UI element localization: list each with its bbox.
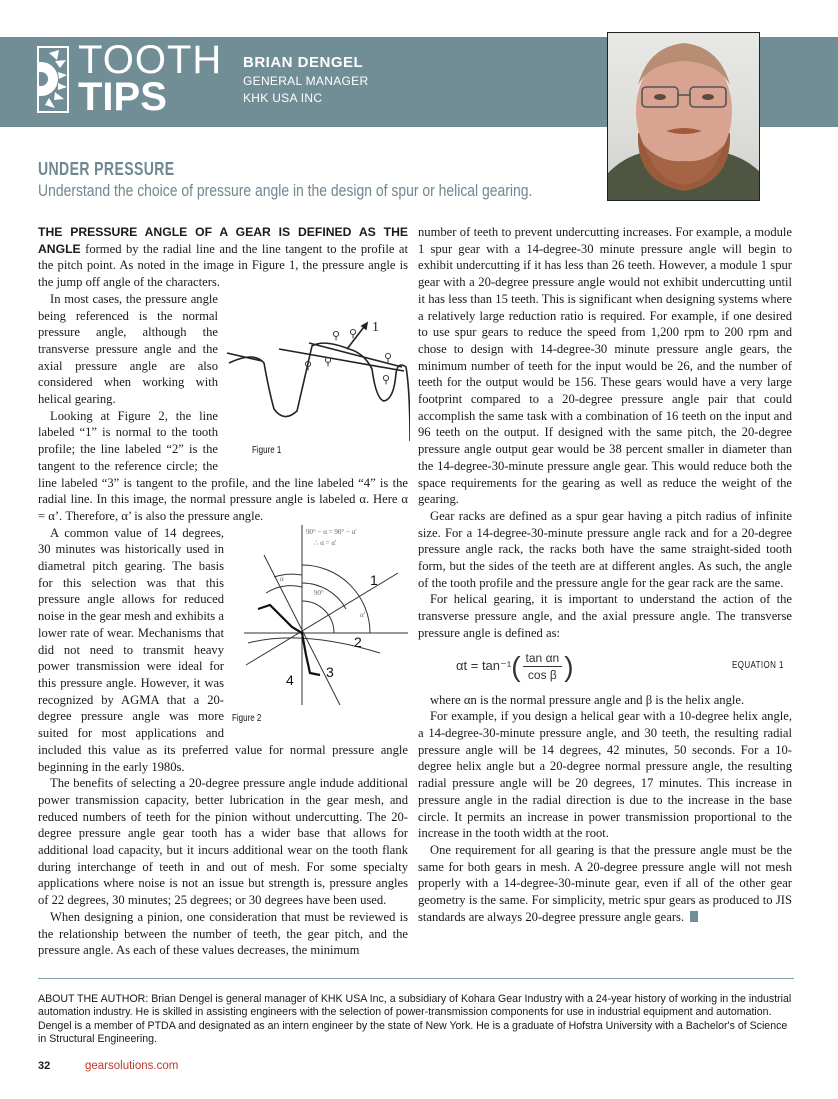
svg-text:⚲: ⚲ (332, 329, 341, 342)
paragraph: Gear racks are defined as a spur gear having a pitch radius of infinite size. For a 14-degree-30-minute pressure angle rack and for a 20-degree pressure angle rack, the racks both have the same straight-sided tooth form, but the sides of the teeth are at different angles. As such, the angle of the tooth profile and the pressure angle for the gear rack are the same. (418, 508, 792, 590)
svg-text:⚲: ⚲ (304, 359, 313, 372)
footer-divider (38, 978, 794, 979)
paragraph: In most cases, the pressure angle being referenced is the normal pressure angle, although the transverse pressure angle and the axial pressure angle are also considered when working with helical gearing. (38, 291, 218, 407)
author-company: KHK USA INC (243, 91, 323, 105)
paragraph: For example, if you design a helical gear with a 10-degree helix angle, a 14-degree-30-minute pressure angle, and 30 teeth, the resulting radial pressure angle will be 14 degrees, 42 minutes, 50 seconds. For a 10-degree helix angle but a 20-degree normal pressure angle, the resulting radial pressure angle will be 20 degrees, 17 minutes. This increase in pressure angle in the radial direction is due to the increase in the base circle. It permits an increase in power transmission proportional to the increase in the tooth width at the root. (418, 709, 792, 841)
figure-2-caption: Figure 2 (232, 712, 262, 724)
about-the-author: ABOUT THE AUTHOR: Brian Dengel is general manager of KHK USA Inc, a subsidiary of Kohara Gear Industry with a 24-year history of working in the industrial automation industry. He is skilled in assisting engineers with the selection of power-transmission components for use in industrial equipment and automation. Dengel is a member of PTDA and designated as an intern engineer by the state of New York. He is a graduate of Hofstra University with a Bachelor's of Science in Structural Engineering. (38, 993, 792, 1046)
column-title-line1: TOOTH (78, 38, 223, 82)
svg-text:⚲: ⚲ (382, 373, 391, 386)
svg-text:⚲: ⚲ (349, 327, 358, 340)
fig2-equation-line2: ∴ α = α′ (314, 538, 337, 547)
svg-text:⚲: ⚲ (324, 355, 333, 368)
author-title: GENERAL MANAGER (243, 74, 369, 88)
paragraph: number of teeth to prevent undercutting increases. For example, a module 1 spur gear with a 14-degree-30 minute pressure angle will begin to exhibit undercutting if it has less than 26 teeth. However, a module 1 spur gear with a 20-degree pressure angle would not exhibit undercutting until it has less than 15 teeth. This is significant when designing systems where a relatively large reduction ratio is required. For example, if one desired to use spur gears to reduce the speed from 1,200 rpm to 200 rpm and chose to design with 14-degree-30 minute pressure angle gears, the minimum number of teeth for the input would be 26, and the number of teeth for the output would be 156. These gears would have a very large footprint compared to a 20-degree pressure angle pair that could accomplish the same task with a combination of 16 teeth on the input and 96 teeth on the output. If designed with the same pitch, the 20-degree pressure angle output gear would be 38 percent smaller in diameter than the 14-degree-30-minute pressure angle gear. This would reduce both the space requirements for the gearing as well as reduce the weight of the gearing. (418, 225, 792, 507)
lead-in: THE PRESSURE ANGLE OF A GEAR IS DEFINED AS THE ANGLE (38, 225, 408, 256)
author-photo (607, 32, 760, 201)
figure-1 (224, 291, 410, 461)
pressure-angle-diagram (230, 525, 410, 710)
paragraph: A common value of 14 degrees, 30 minutes was historically used in diametral pitch gearing. The basis for this selection was that this pressure angle allows for reduced noise in the gear mesh and exhibits a lower rate of wear. Mechanisms that did not need to transmit heavy power transmission were ideal for this pressure angle. However, it was recognized by AGMA that a 20-degree pressure angle was more suited for most applications and included this value as its preferred value for normal pressure angle beginning in the early 1980s. (38, 525, 408, 774)
paragraph: The benefits of selecting a 20-degree pressure angle indude additional power transmission capacity, better lubrication in the gear mesh, and reduced numbers of teeth for the pinion without undercutting. The 20-degree pressure angle gear tooth has a wider base that allows for additional load capacity, but it incurs additional wear on the tooth flank during interchange of teeth in and out of mesh. For some specialty applications where noise is not an issue but strength is, pressure angles of 22 degrees, 30 minutes; 25 degrees; or 30 degrees have been used. (38, 776, 408, 908)
column-title-line2: TIPS (78, 75, 167, 119)
figure-1-caption: Figure 1 (252, 444, 282, 456)
paragraph: Looking at Figure 2, the line labeled “1” is normal to the tooth profile; the line labeled “2” is the tangent to the reference circle; the line labeled “3” is tangent to the profile, and the line labeled “4” is the radial line. In this image, the normal pressure angle is labeled α. Here α = α’. Therefore, α’ is also the pressure angle. (38, 408, 408, 523)
fig1-label-1: 1 (372, 319, 379, 335)
fig2-angle-90: 90° (314, 588, 324, 597)
equation-1 (418, 646, 792, 690)
fig2-alpha-prime: α′ (360, 610, 366, 619)
fig2-label-4: 4 (286, 671, 294, 688)
fig2-alpha: α (280, 574, 284, 583)
gear-tooth-diagram (224, 291, 410, 441)
page-number: 32 (38, 1060, 51, 1072)
gear-icon (37, 46, 69, 113)
fig2-label-3: 3 (326, 663, 334, 680)
paragraph: THE PRESSURE ANGLE OF A GEAR IS DEFINED AS THE ANGLE formed by the radial line and the line tangent to the profile at the pitch point. As noted in the image in Figure 1, the pressure angle is the jump off angle of the characters. (38, 225, 408, 290)
article-column-right (418, 224, 792, 925)
fig2-label-2: 2 (354, 633, 362, 650)
end-of-article-icon (690, 911, 698, 922)
website-link[interactable]: gearsolutions.com (85, 1060, 179, 1072)
article-headline: UNDER PRESSURE (38, 159, 175, 179)
paragraph: When designing a pinion, one consideration that must be reviewed is the relationship between the number of teeth, the gear pitch, and the pressure angle. As each of these values decreases, the minimum (38, 909, 408, 958)
paragraph: One requirement for all gearing is that the pressure angle must be the same for both gears in mesh. A 20-degree pressure angle will not mesh properly with a 14-degree-30-minute gear, even if all of the other gear geometry is the same. For simplicity, metric spur gears as produced to JIS standards are always 20-degree pressure angle gears. (418, 842, 792, 924)
figure-2 (230, 525, 410, 728)
fig2-equation-line1: 90° − α = 90° − α′ (306, 527, 357, 536)
paragraph: For helical gearing, it is important to understand the action of the transverse pressure angle, and the axial pressure angle. The transverse pressure angle is defined as: (418, 592, 792, 640)
author-name: BRIAN DENGEL (243, 54, 364, 71)
svg-text:⚲: ⚲ (384, 351, 393, 364)
paragraph: where αn is the normal pressure angle and β is the helix angle. (430, 692, 745, 707)
equation-label: EQUATION 1 (732, 659, 784, 671)
equation-formula: αt = tan⁻¹ ( $\frac{\text{tan αn}}{\text{cos β}}$ ) (456, 650, 574, 683)
article-subhead: Understand the choice of pressure angle in the design of spur or helical gearing. (38, 181, 533, 200)
fig2-label-1: 1 (370, 571, 378, 588)
article-column-left (38, 224, 408, 959)
